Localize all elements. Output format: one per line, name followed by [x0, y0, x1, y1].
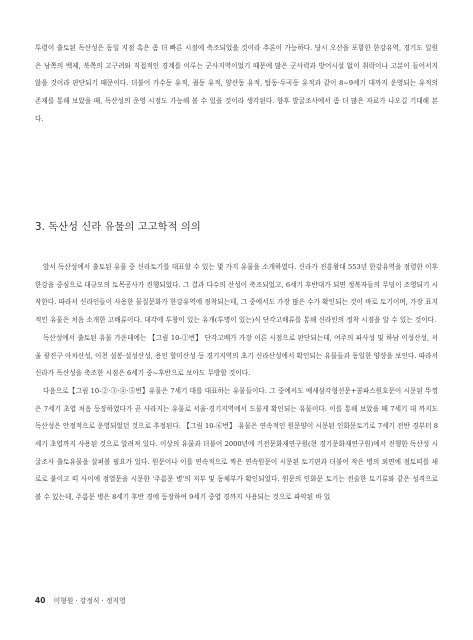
paragraph: 독산성에서 출토된 유물 가운데에는 【그림 10-①번】 단각고배가 가장 이른 시점으로 판단되는데, 여주의 파사성 및 하남 이성산성, 서울 광진구 아차산성, 이천 설봉·설성산성, 용인 할미산성 등 경기지역의 초기 신라산성에서 확인되는 유물들과 동일한 양상을 보인다. 따라서 신라가 독산성을 축조한 시점은 6세기 중~후반으로 보아도 무방할 것이다.: [35, 333, 438, 378]
intro-paragraphs: [35, 40, 438, 129]
section-body: [35, 259, 438, 507]
paragraph: 투령이 출토된 독산성은 동일 지점 혹은 좀 더 빠른 시점에 축조되었을 것이라 추론이 가능하다. 당시 오산을 포함한 한강유역, 경기도 일원은 남쪽의 백제, 북쪽의 고구려와 직접적인 경계를 이루는 군사지역이었기 때문에 많은 군사력과 방어시설 없이 취락이나 고분이 들어서지 않을 것이라 판단되기 때문이다. 더불어 가수동 유적, 궐동 유적, 양산동 유적, 탑동·두곡동 유적과 같이 8~9세기 대까지 운영되는 유적의 존재를 통해 보았을 때, 독산성의 운영 시점도 가능해 볼 수 있을 것이라 생각된다. 향후 발굴조사에서 좀 더 많은 자료가 나오길 기대해 본다.: [35, 44, 438, 123]
page-footer: [35, 595, 126, 605]
paragraph: 다음으로【그림 10-②·③·④·⑤번】유물은 7세기 대를 대표하는 유물들이다. 그 중에서도 예새삼각형선문+콤파스원호문이 시문된 뚜껑은 7세기 초엽 처음 등장하였다가 곧 사라지는 유물로 서울·경기지역에서 드물게 확인되는 유물이다. 이를 통해 보았을 때 7세기 대 까지도 독산성은 안정적으로 운영되었던 것으로 추정된다. 【그림 10-⑥번】 유물은 연속적인 원문양이 시문된 인화문토기로 7세기 전반 경부터 8세기 초엽까지 사용된 것으로 알려져 있다. 이상의 유물과 더불어 2000년에 기전문화재연구원(현 경기문화재연구원)에서 진행한 독산성 시굴조사 출토유물을 살펴볼 필요가 있다. 원문이나 이를 연속적으로 찍은 연속원문이 시문된 토기편과 더불어 작은 병의 외면에 점토띠를 새로로 붙이고 띠 사이에 점열문을 시문한 '주름문 병'의 저부 및 동체부가 확인되었다. 원문의 인화문 토기는 전술한 토기류와 같은 성격으로 볼 수 있는데, 주름문 병은 8세기 후반 경에 등장하여 9세기 중엽 경까지 사용되는 것으로 파악된 바 있: [35, 386, 438, 502]
paragraph: 앞서 독산성에서 출토된 유물 중 신라토기를 대표할 수 있는 몇 가지 유물을 소개하였다. 신라가 진흥왕대 553년 한강유역을 점령한 이후 한강을 중심으로 대규모의 토목공사가 진행되었다. 그 결과 다수의 산성이 축조되었고, 6세기 후반대가 되면 정복자들의 무덤이 조영되기 시작한다. 따라서 신라인들이 사용한 물질문화가 한강유역에 정착되는데, 그 중에서도 가장 많은 수가 확인되는 것이 바로 토기이며, 가장 표지적인 유물은 처음 소개한 고배류이다. 대각에 투창이 있는 유개(투명이 있는)식 단각고배류를 통해 신라인의 정착 시점을 알 수 있는 것이다.: [35, 263, 438, 325]
running-authors: 이형원 · 강정식 · 정지영: [53, 597, 126, 605]
section-heading: 3. 독산성 신라 유물의 고고학적 의의: [35, 222, 201, 233]
page-number: 40: [35, 596, 46, 605]
